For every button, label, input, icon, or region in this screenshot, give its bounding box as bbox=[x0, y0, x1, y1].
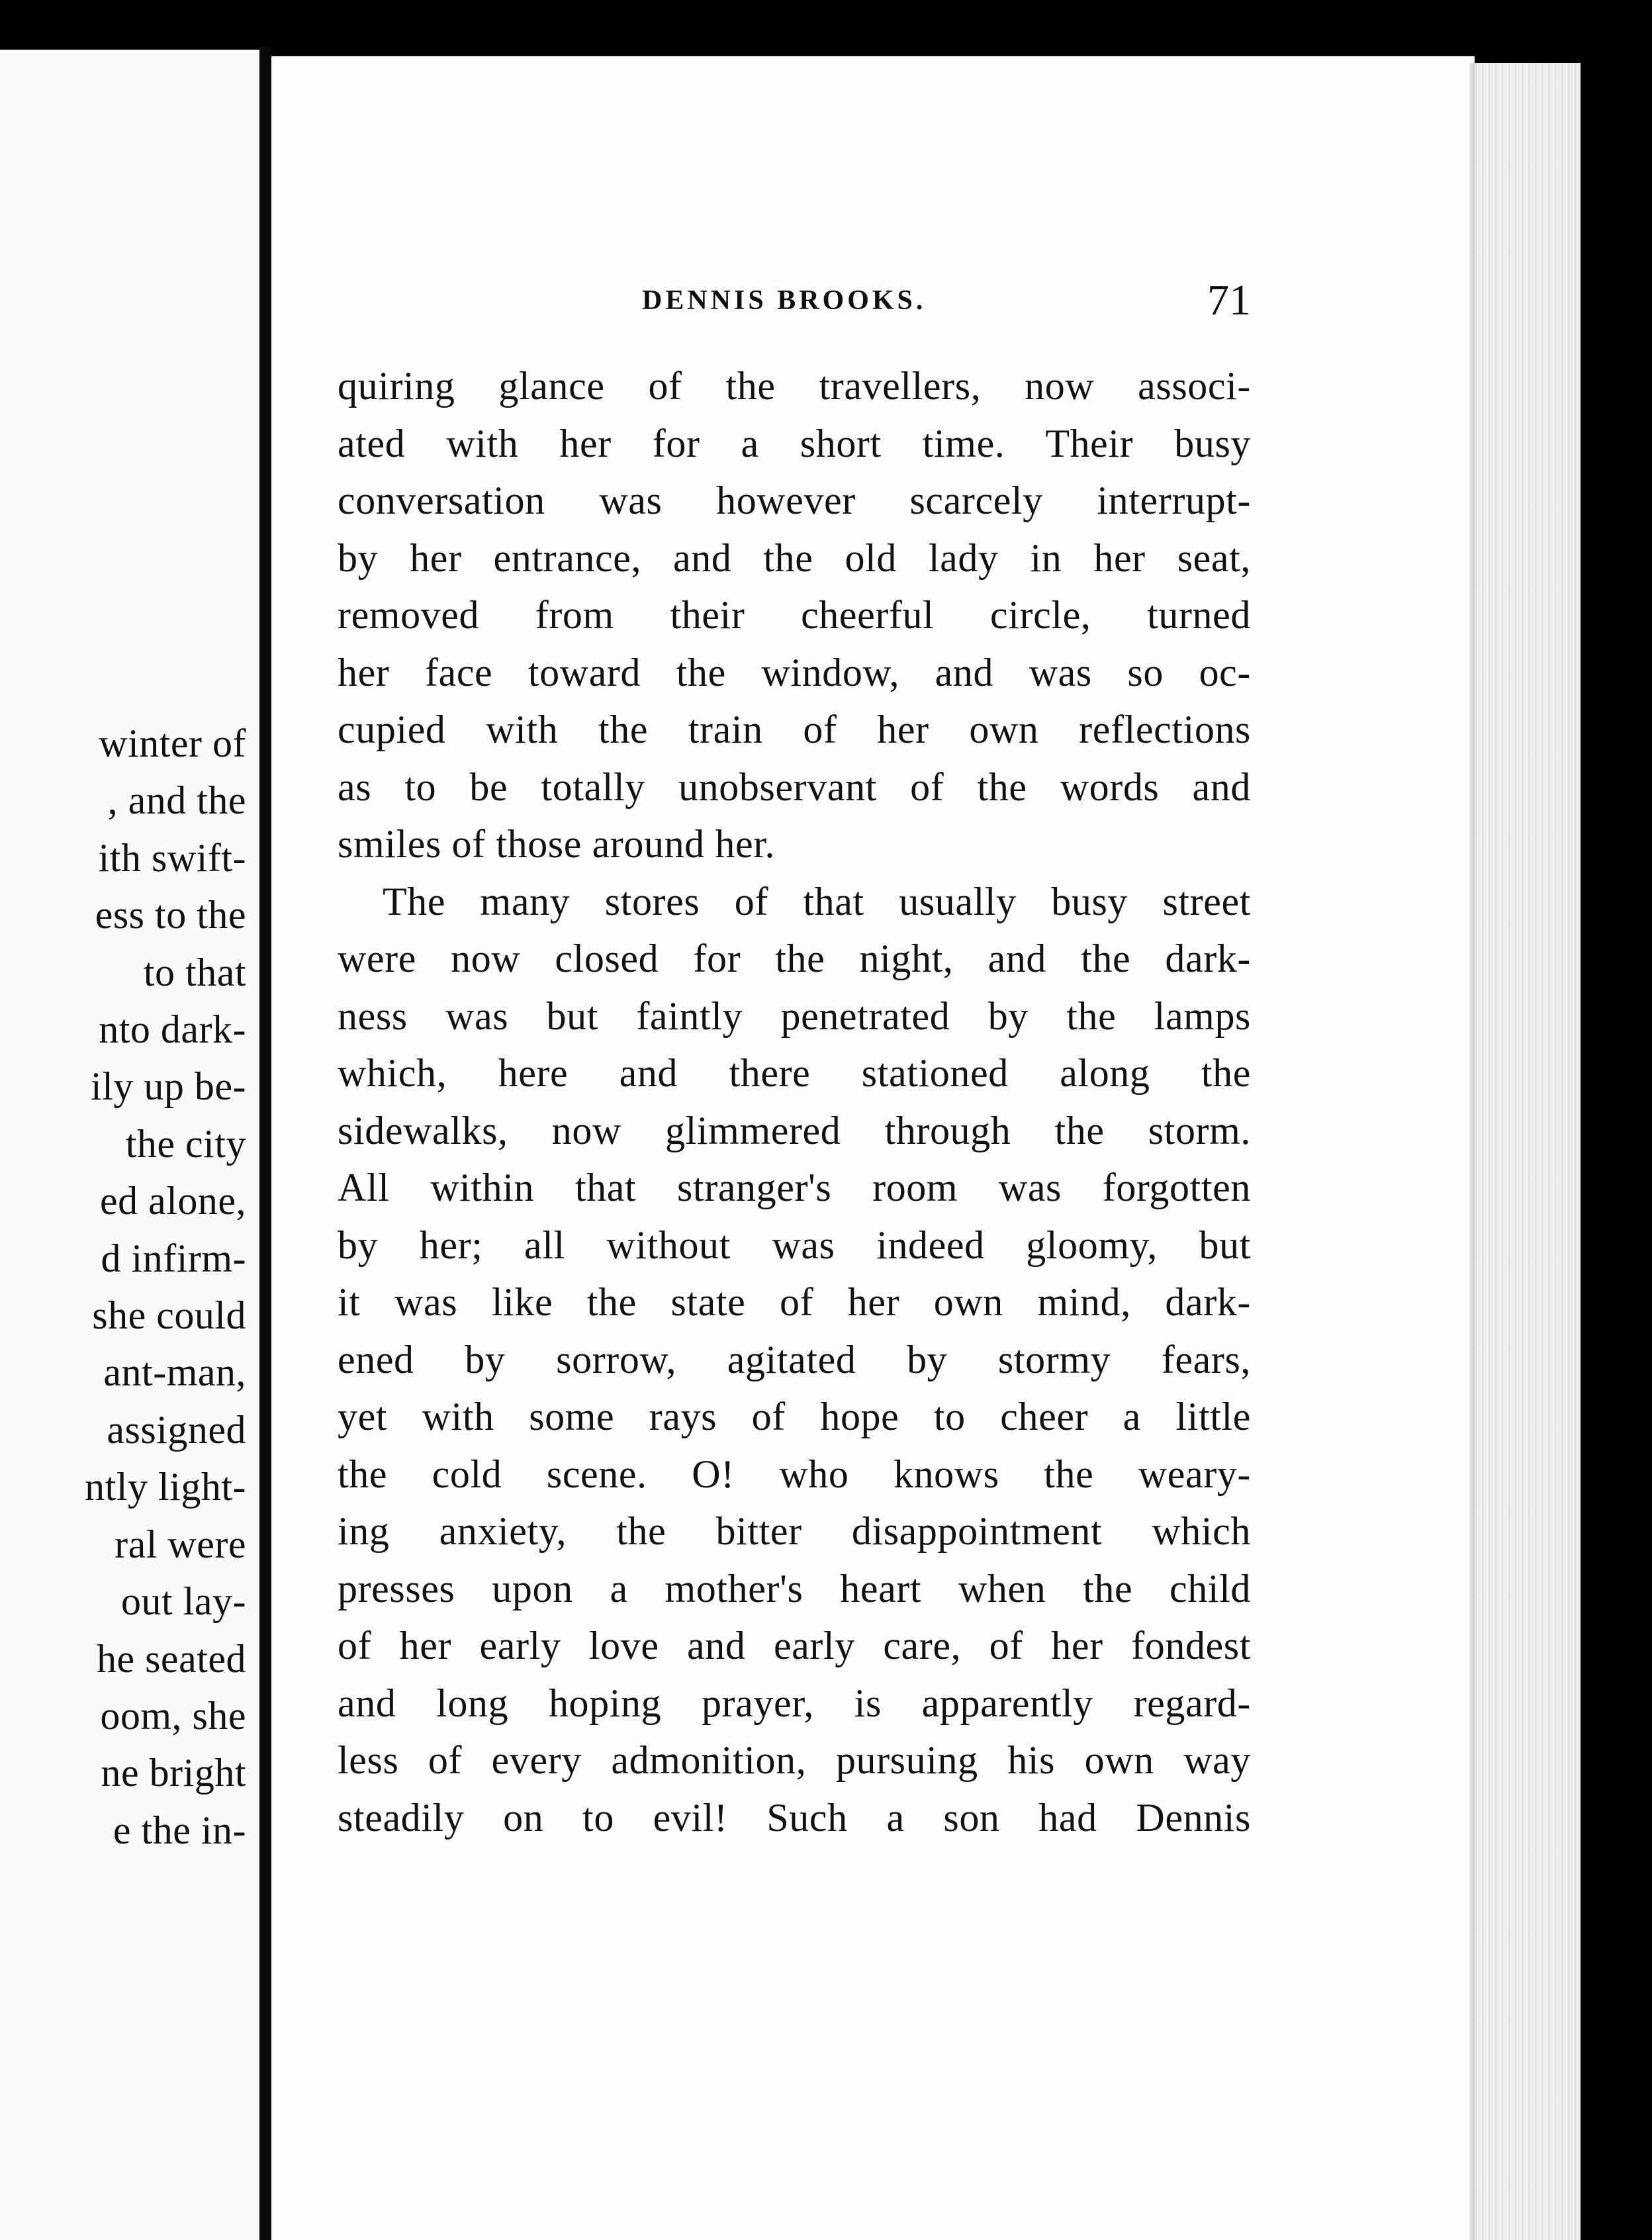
page-body bbox=[338, 357, 1251, 1846]
previous-page-line: ith swift- bbox=[98, 835, 246, 880]
text-line: were now closed for the night, and the dark- bbox=[338, 937, 1251, 980]
text-line: as to be totally unobservant of the words and bbox=[338, 765, 1251, 809]
text-line: removed from their cheerful circle, turned bbox=[338, 593, 1251, 637]
text-line: less of every admonition, pursuing his own way bbox=[338, 1738, 1251, 1782]
text-line: quiring glance of the travellers, now associ- bbox=[338, 364, 1251, 408]
text-line: All within that stranger's room was forgotten bbox=[338, 1166, 1251, 1209]
previous-page-line: she could bbox=[92, 1293, 246, 1338]
page-number: 71 bbox=[1207, 276, 1251, 324]
text-line: by her; all without was indeed gloomy, but bbox=[338, 1223, 1251, 1267]
previous-page-line: out lay- bbox=[121, 1579, 246, 1624]
previous-page-text bbox=[85, 715, 246, 1859]
text-line: ing anxiety, the bitter disappointment which bbox=[338, 1509, 1251, 1553]
previous-page-line: to that bbox=[143, 950, 246, 994]
text-line: The many stores of that usually busy street bbox=[383, 879, 1251, 923]
text-line: it was like the state of her own mind, dark- bbox=[338, 1280, 1251, 1324]
text-line: steadily on to evil! Such a son had Dennis bbox=[338, 1795, 1251, 1840]
previous-page-line: ily up be- bbox=[91, 1064, 246, 1109]
previous-page-line: the city bbox=[125, 1121, 246, 1166]
previous-page-line: winter of bbox=[99, 722, 246, 765]
previous-page-line: d infirm- bbox=[101, 1236, 246, 1280]
scan-border-right bbox=[1581, 0, 1652, 2240]
previous-page-line: he seated bbox=[96, 1636, 246, 1681]
previous-page-line: ess to the bbox=[95, 893, 246, 937]
scan-border-top bbox=[0, 0, 1652, 56]
text-line: and long hoping prayer, is apparently regard- bbox=[338, 1681, 1251, 1725]
text-line: the cold scene. O! who knows the weary- bbox=[338, 1452, 1251, 1496]
page-edges bbox=[1475, 63, 1581, 2240]
previous-page-line: ed alone, bbox=[99, 1179, 246, 1223]
previous-page-line: ant-man, bbox=[103, 1350, 246, 1395]
previous-page-line: , and the bbox=[107, 778, 246, 823]
paragraph bbox=[338, 357, 1251, 873]
previous-page-line: ral were bbox=[115, 1522, 246, 1566]
previous-page-line: assigned bbox=[107, 1407, 246, 1452]
text-line: her face toward the window, and was so oc- bbox=[338, 650, 1251, 694]
previous-page-line: ne bright bbox=[101, 1751, 246, 1795]
previous-page-line: oom, she bbox=[100, 1693, 246, 1738]
running-header bbox=[338, 278, 1251, 324]
book-gutter bbox=[259, 46, 271, 2240]
previous-page-fragment bbox=[0, 50, 259, 2240]
text-line: which, here and there stationed along the bbox=[338, 1051, 1251, 1095]
text-line: ness was but faintly penetrated by the lamps bbox=[338, 994, 1251, 1038]
text-line: ated with her for a short time. Their busy bbox=[338, 421, 1251, 465]
text-line: ened by sorrow, agitated by stormy fears, bbox=[338, 1337, 1251, 1381]
text-line: yet with some rays of hope to cheer a little bbox=[338, 1395, 1251, 1438]
paragraph bbox=[338, 873, 1251, 1847]
previous-page-line: e the in- bbox=[113, 1808, 246, 1852]
text-line: smiles of those around her. bbox=[338, 822, 776, 866]
text-line: conversation was however scarcely interrupt- bbox=[338, 479, 1251, 522]
text-line: sidewalks, now glimmered through the storm. bbox=[338, 1108, 1251, 1152]
text-line: of her early love and early care, of her fondest bbox=[338, 1624, 1251, 1667]
previous-page-line: nto dark- bbox=[99, 1007, 246, 1052]
text-line: cupied with the train of her own reflections bbox=[338, 708, 1251, 751]
text-line: by her entrance, and the old lady in her seat, bbox=[338, 536, 1251, 580]
running-title: DENNIS BROOKS. bbox=[642, 285, 927, 316]
text-line: presses upon a mother's heart when the child bbox=[338, 1566, 1251, 1610]
previous-page-line: ntly light- bbox=[85, 1465, 246, 1509]
